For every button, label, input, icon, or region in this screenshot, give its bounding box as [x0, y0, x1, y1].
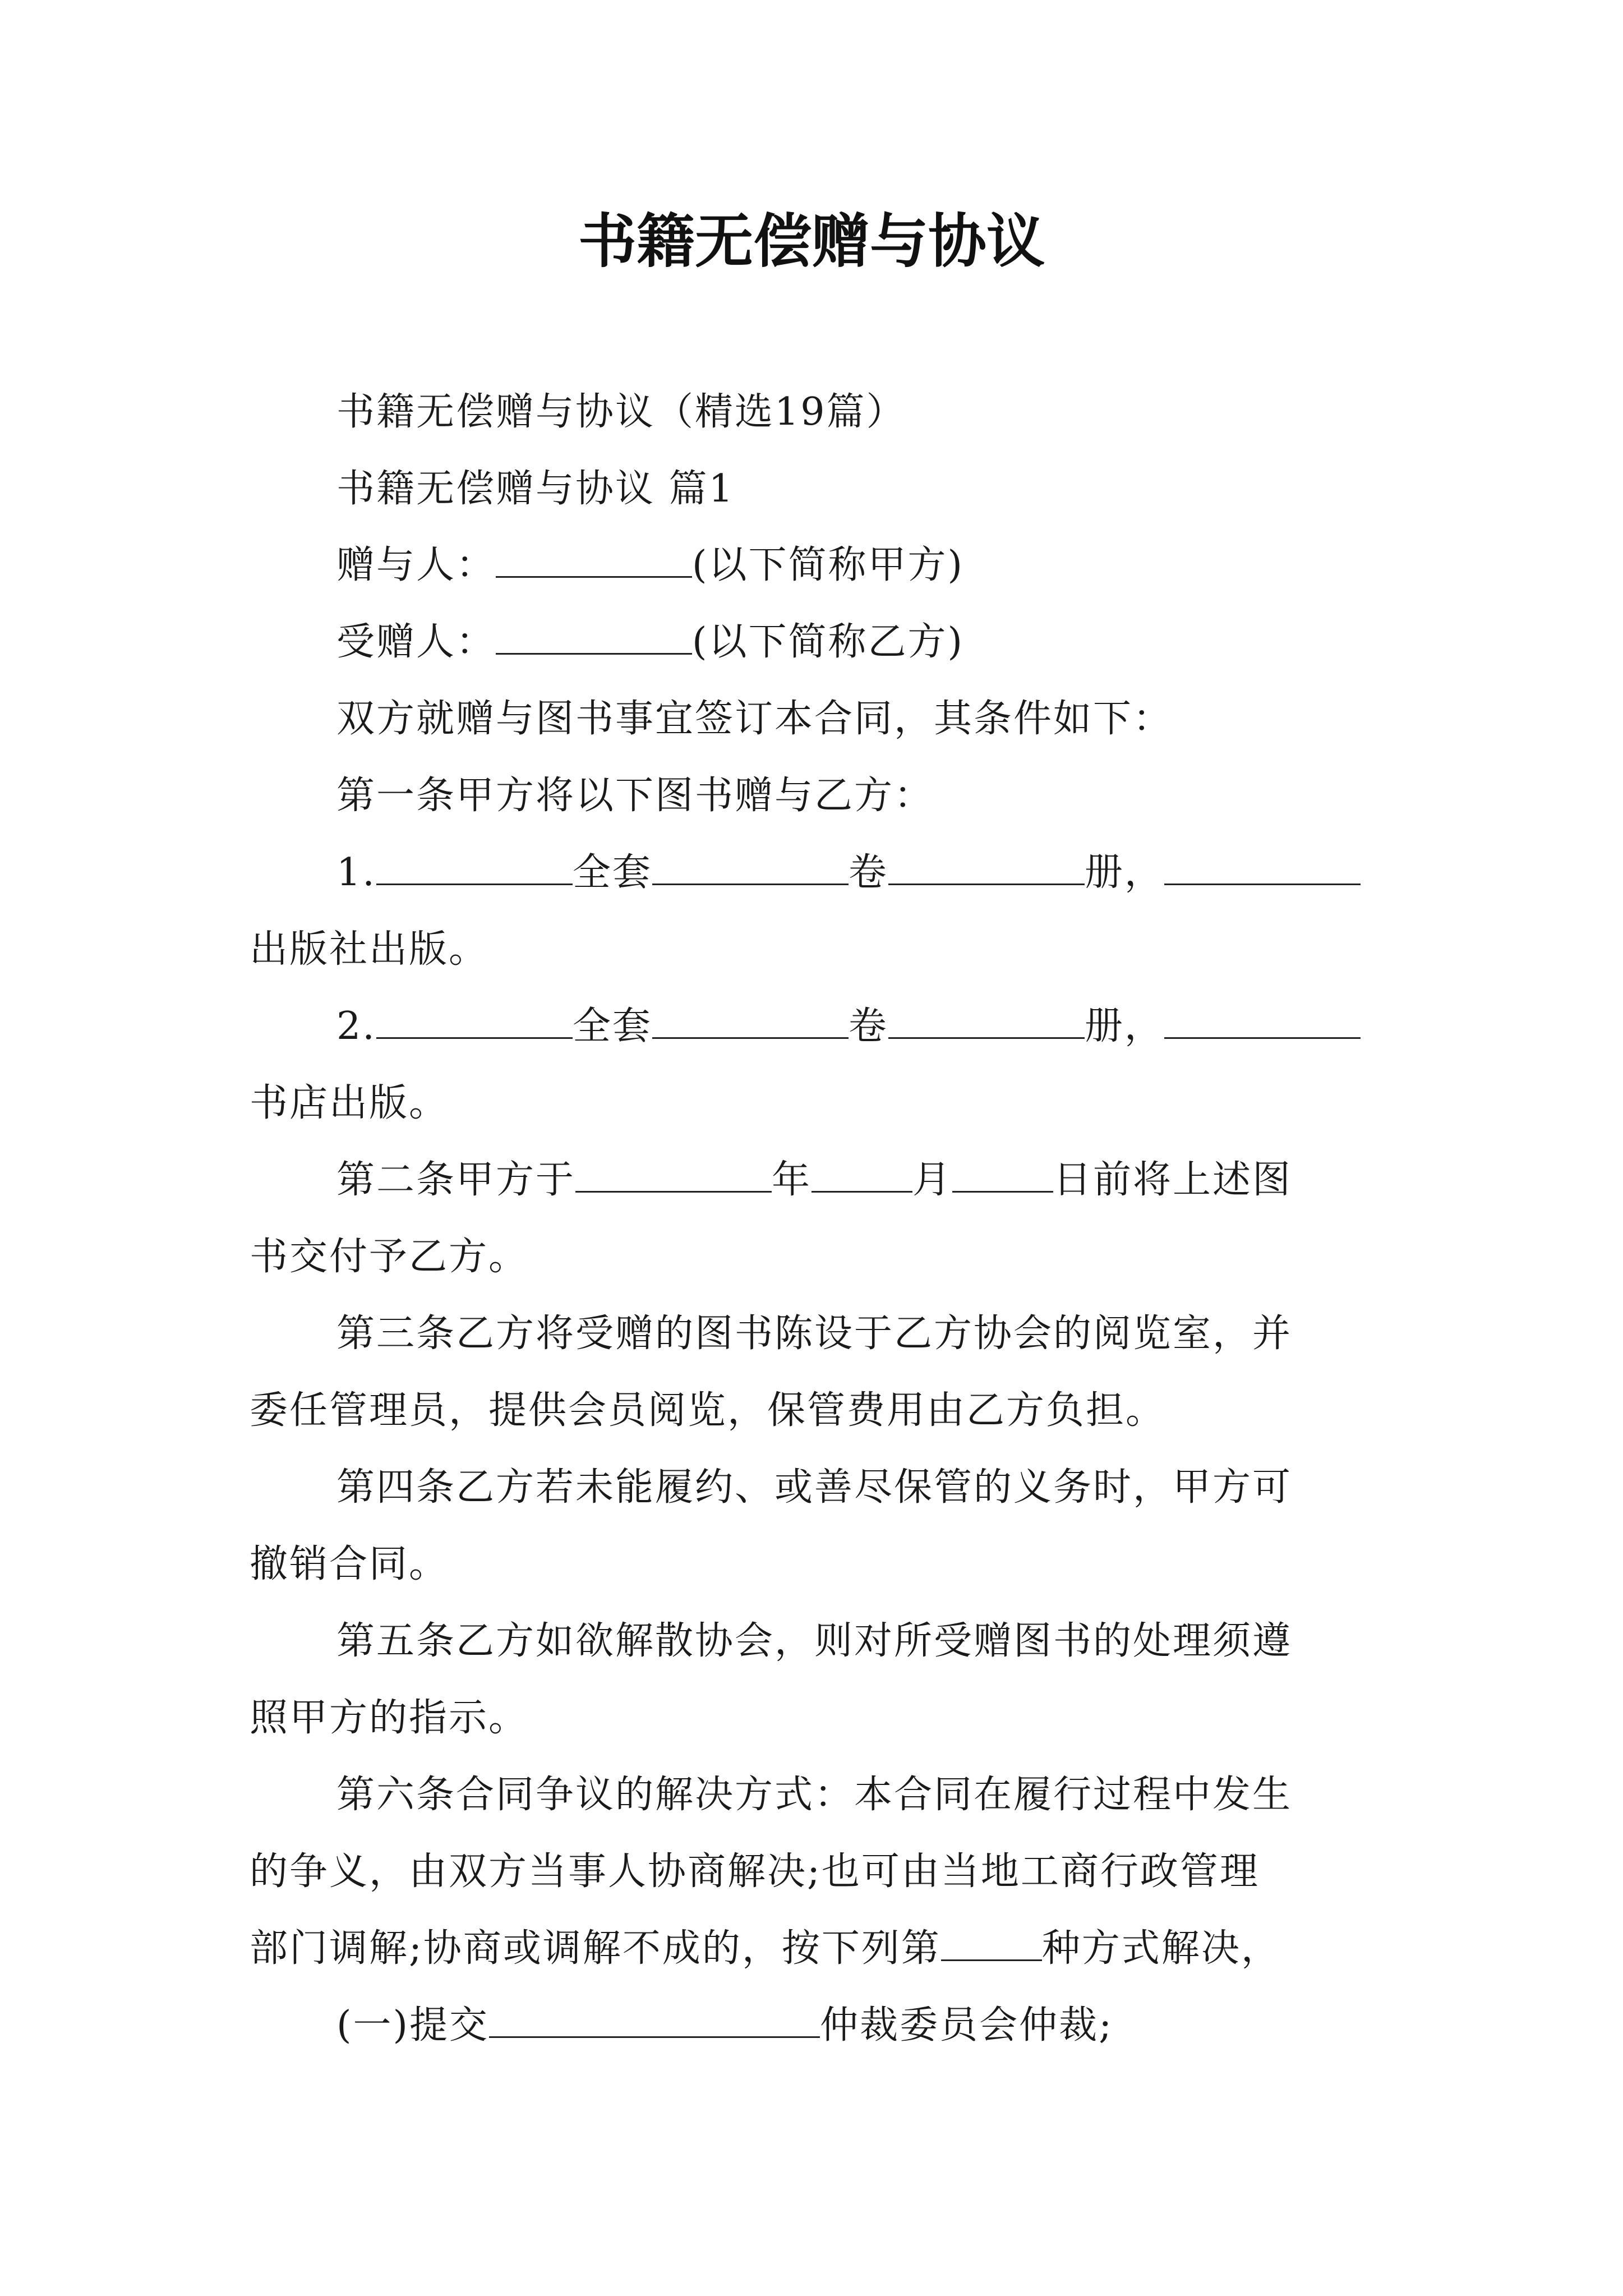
intro-line: 双方就赠与图书事宜签订本合同，其条件如下： — [336, 697, 1173, 741]
article2-day-blank — [952, 1153, 1053, 1193]
item2-set: 全套 — [572, 1004, 652, 1048]
article2-year: 年 — [772, 1158, 812, 1202]
article4-line2: 撤销合同。 — [250, 1542, 449, 1586]
item1-vol-blank — [652, 845, 849, 885]
item2-num: 2. — [336, 1004, 376, 1048]
option1-b: 仲裁委员会仲裁; — [820, 2003, 1113, 2047]
donor-blank — [496, 538, 692, 578]
item1-end: 出版社出版。 — [250, 927, 489, 972]
item2-book: 册， — [1084, 1004, 1164, 1048]
recipient-suffix: (以下简称乙方) — [692, 620, 965, 664]
subtitle: 书籍无偿赠与协议（精选19篇） — [336, 390, 906, 434]
article6-line3 — [250, 1921, 1281, 1977]
recipient-label: 受赠人： — [336, 620, 496, 664]
item2-line — [336, 999, 1361, 1055]
option1-blank — [489, 1998, 820, 2038]
article2-b: 日前将上述图 — [1053, 1158, 1293, 1202]
item1-set: 全套 — [572, 850, 652, 895]
article3-line2: 委任管理员，提供会员阅览，保管费用由乙方负担。 — [250, 1388, 1166, 1433]
part-heading: 书籍无偿赠与协议 篇1 — [336, 467, 735, 511]
document-title: 书籍无偿赠与协议 — [578, 206, 1045, 275]
article2-a: 第二条甲方于 — [336, 1158, 576, 1202]
option1-a: (一)提交 — [336, 2003, 490, 2047]
recipient-line — [336, 614, 964, 670]
item1-vol: 卷 — [848, 850, 888, 895]
article2-year-blank — [575, 1153, 772, 1193]
item2-vol: 卷 — [848, 1004, 888, 1048]
item2-end: 书店出版。 — [250, 1081, 449, 1125]
article2-month-blank — [811, 1153, 912, 1193]
option1-line — [336, 1998, 1113, 2054]
recipient-blank — [496, 615, 692, 655]
donor-label: 赠与人： — [336, 543, 496, 587]
article6-line2: 的争义，由双方当事人协商解决;也可由当地工商行政管理 — [250, 1849, 1260, 1894]
article2-c: 书交付予乙方。 — [250, 1235, 529, 1279]
item2-vol-blank — [652, 999, 849, 1039]
article5-line2: 照甲方的指示。 — [250, 1696, 529, 1740]
article6-line1: 第六条合同争议的解决方式：本合同在履行过程中发生 — [336, 1773, 1293, 1817]
item1-num: 1. — [336, 850, 376, 895]
article3-line1: 第三条乙方将受赠的图书陈设于乙方协会的阅览室，并 — [336, 1312, 1293, 1356]
article1-line: 第一条甲方将以下图书赠与乙方： — [336, 774, 934, 818]
donor-line — [336, 537, 964, 593]
item2-title-blank — [376, 999, 573, 1039]
article6-l3b: 种方式解决， — [1041, 1926, 1281, 1971]
item1-line — [336, 845, 1361, 901]
donor-suffix: (以下简称甲方) — [692, 543, 965, 587]
item1-publisher-blank — [1164, 845, 1361, 885]
item2-book-blank — [888, 999, 1085, 1039]
item2-store-blank — [1164, 999, 1361, 1039]
article6-method-blank — [941, 1921, 1042, 1961]
item1-title-blank — [376, 845, 573, 885]
item1-book-blank — [888, 845, 1085, 885]
article6-l3a: 部门调解;协商或调解不成的，按下列第 — [250, 1926, 941, 1971]
article2-month: 月 — [912, 1158, 953, 1202]
item1-book: 册， — [1084, 850, 1164, 895]
article4-line1: 第四条乙方若未能履约、或善尽保管的义务时，甲方可 — [336, 1465, 1293, 1510]
article5-line1: 第五条乙方如欲解散协会，则对所受赠图书的处理须遵 — [336, 1619, 1293, 1663]
article2-line — [336, 1152, 1292, 1208]
